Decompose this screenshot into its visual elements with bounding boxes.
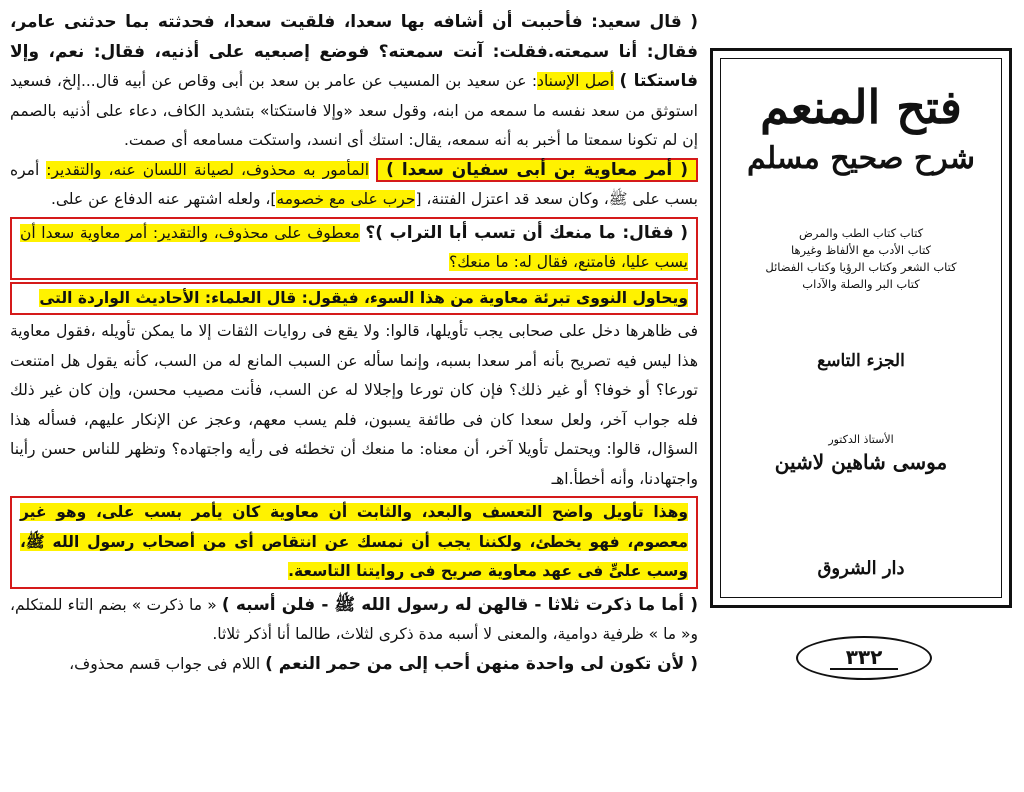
book-title: فتح المنعم xyxy=(760,80,962,134)
highlight-nawawi: ويحاول النووى تبرئة معاوية من هذا السوء، فيقول: قال العلماء: الأحاديث الواردة التى xyxy=(39,288,688,307)
highlight-war-of-ali: حرب على مع خصومه xyxy=(276,190,416,208)
publisher: دار الشروق xyxy=(817,558,905,579)
paragraph-2 xyxy=(10,156,698,215)
page-number: ٣٣٢ xyxy=(830,646,899,670)
book-contents-line: كتاب الأدب مع الألفاظ وغيرها xyxy=(790,243,932,257)
book-cover xyxy=(710,48,1012,608)
paragraph-1 xyxy=(10,8,698,156)
highlight-commentary-2: المأمور به محذوف، لصيانة اللسان عنه، والتقدير: xyxy=(46,160,370,179)
paragraph-7 xyxy=(10,650,698,680)
author-name: موسى شاهين لاشين xyxy=(774,450,948,474)
hadith-quote-6: ( أما ما ذكرت ثلاثا - قالهن له رسول الله ﷺ - فلن أسبه ) xyxy=(221,594,698,615)
book-subtitle: شرح صحيح مسلم xyxy=(747,141,975,176)
commentary-1: : عن سعيد بن المسيب عن عامر بن سعد بن أبى وقاص عن أبيه قال...إلخ، فسعيد استوثق من سعد نفسه ما سمعه من ابنه، وقول سعد «وإلا فاستكتا» بتشديد الكاف، دعاء على أذنيه بالصمم إن لم تكونا سمعتا ما أخبر به أنه سمعه، يقال: استك أى انسد، واستكت مسامعه أى صمت. xyxy=(10,72,698,149)
commentary-2a: أمره بسب على ﷺ، وكان سعد قد اعتزل الفتنة، [ xyxy=(10,160,698,208)
commentary-7: اللام فى جواب قسم محذوف، xyxy=(69,654,261,673)
book-cover-frame xyxy=(720,58,1002,598)
book-contents-list xyxy=(721,225,1001,293)
author-title: الأستاذ الدكتور xyxy=(828,433,894,446)
boxed-paragraph-3 xyxy=(10,217,698,280)
page-text-column xyxy=(10,8,698,790)
paragraph-6 xyxy=(10,591,698,650)
page-number-badge xyxy=(796,636,932,680)
boxed-quote-muawiya: ( أمر معاوية بن أبى سفيان سعدا ) xyxy=(376,158,698,182)
book-contents-line: كتاب الشعر وكتاب الرؤيا وكتاب الفضائل xyxy=(765,260,957,274)
hadith-quote-1: ( قال سعيد: فأحببت أن أشافه بها سعدا، فلقيت سعدا، فحدثته بما حدثنى عامر، فقال: أنا سمعته.فقلت: آنت سمعته؟ فوضع إصبعيه على أذنيه، فقال: نعم، وإلا فاستكتا ) xyxy=(10,12,698,91)
commentary-4: فى ظاهرها دخل على صحابى يجب تأويلها، قالوا: ولا يقع فى روايات الثقات إلا ما يمكن تأويله ،فقول معاوية هذا ليس فيه تصريح بأنه أمر سعدا بسبه، وإنما سأله عن السبب المانع له من السب، كأنه يقول هل امتنعت تورعا؟ أو خوفا؟ أو غير ذلك؟ فإن كان تورعا وإجلالا له عن السب، فأنت مصيب محسن، وإن كان غير ذلك فله جواب آخر، ولعل سعدا كان فى طائفة يسبون، فلم يسب معهم، وعجز عن الإنكار عليهم، فسأله هذا السؤال، قالوا: ويحتمل تأويلا آخر، أن معناه: ما منعك أن تخطئه فى رأيه واجتهاده؟ وتظهر للناس حسن رأينا واجتهادنا، وأنه أخطأ.اهـ xyxy=(10,322,698,488)
highlight-commentary-5: وهذا تأويل واضح التعسف والبعد، والثابت أن معاوية كان يأمر بسب على، وهو غير معصوم، فهو يخطئ، ولكننا يجب أن نمسك عن انتقاص أى من أصحاب رسول الله ﷺ، وسب علىٍّ فى عهد معاوية صريح فى روايتنا التاسعة. xyxy=(20,503,688,580)
paragraph-4 xyxy=(10,317,698,494)
highlight-asl-isnad: أصل الإسناد xyxy=(537,72,615,90)
boxed-nawawi-line xyxy=(10,282,698,316)
commentary-2b: ]، ولعله اشتهر عنه الدفاع عن على. xyxy=(50,190,277,208)
boxed-paragraph-5 xyxy=(10,496,698,589)
highlight-commentary-3: معطوف على محذوف، والتقدير: أمر معاوية سعدا أن يسب عليا، فامتنع، فقال له: ما منعك؟ xyxy=(20,223,688,271)
book-volume: الجزء التاسع xyxy=(817,351,905,371)
book-contents-line: كتاب كتاب الطب والمرض xyxy=(798,226,924,240)
commentary-6: « ما ذكرت » بضم التاء للمتكلم، و« ما » ظرفية دوامية، والمعنى لا أسبه مدة ذكرى لثلاث، طالما أنا أذكر ثلاثا. xyxy=(10,595,698,643)
quote-abu-turab: ( فقال: ما منعك أن تسب أبا التراب )؟ xyxy=(365,222,689,243)
hadith-quote-7: ( لأن تكون لى واحدة منهن أحب إلى من حمر النعم ) xyxy=(265,653,698,674)
book-contents-line: كتاب البر والصلة والآداب xyxy=(802,277,920,291)
